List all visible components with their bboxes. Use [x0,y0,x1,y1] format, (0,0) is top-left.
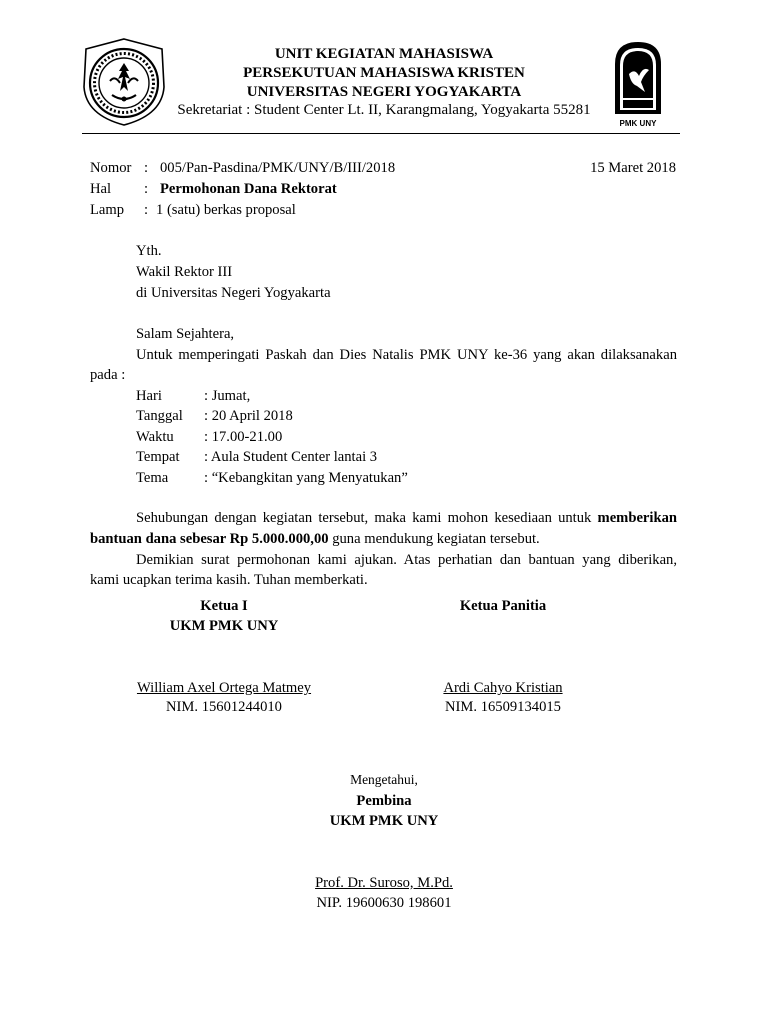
detail-value-tanggal: : 20 April 2018 [204,408,293,424]
paragraph-request-line2 [90,529,540,549]
paragraph-request-end: guna mendukung kegiatan tersebut. [328,531,540,547]
nomor-separator: : [144,160,149,176]
advisor-nip: NIP. 19600630 198601 [316,895,452,911]
detail-label-tempat: Tempat [136,449,180,465]
paragraph-request-amount: bantuan dana sebesar Rp 5.000.000,00 [90,531,329,547]
advisor-name [264,873,504,893]
detail-value-hari: : Jumat, [204,388,251,404]
recipient-salutation: Yth. [136,243,162,259]
left-signatory-name-text: William Axel Ortega Matmey [136,680,312,696]
pmk-logo [607,38,669,128]
advisor-title: Pembina [356,793,412,809]
lamp-value: 1 (satu) berkas proposal [156,202,296,218]
nomor-value: 005/Pan-Pasdina/PMK/UNY/B/III/2018 [160,160,396,176]
paragraph-request-bold1: memberikan [597,510,677,526]
right-signatory-nim: NIM. 16509134015 [445,699,561,715]
left-signatory-org: UKM PMK UNY [169,618,279,634]
lamp-separator: : [144,202,149,218]
left-signatory-title: Ketua I [200,598,248,614]
closing-line2: kami ucapkan terima kasih. Tuhan memberkati. [90,572,368,588]
hal-value: Permohonan Dana Rektorat [160,181,337,197]
detail-value-tema: : “Kebangkitan yang Menyatukan” [204,470,408,486]
letterhead-divider [82,133,680,134]
intro-line2: pada : [90,367,126,383]
hal-label: Hal [90,181,112,197]
left-signatory-nim: NIM. 15601244010 [166,699,282,715]
dove-arch-icon [607,38,669,116]
pmk-logo-caption: PMK UNY [619,119,657,128]
nomor-label: Nomor [90,160,132,176]
left-signatory-name [104,678,344,698]
letterhead-line1: UNIT KEGIATAN MAHASISWA [274,46,494,62]
detail-label-tanggal: Tanggal [136,408,183,424]
paragraph-request-line1 [136,508,677,528]
lamp-label: Lamp [90,202,125,218]
intro-line1: Untuk memperingati Paskah dan Dies Natalis PMK UNY ke-36 yang akan dilaksanakan [136,347,677,363]
letterhead-line3: UNIVERSITAS NEGERI YOGYAKARTA [246,84,522,100]
advisor-name-text: Prof. Dr. Suroso, M.Pd. [315,875,453,891]
hal-separator: : [144,181,149,197]
detail-label-tema: Tema [136,470,169,486]
closing-line1: Demikian surat permohonan kami ajukan. Atas perhatian dan bantuan yang diberikan, [136,552,677,568]
letterhead-address: Sekretariat : Student Center Lt. II, Karangmalang, Yogyakarta 55281 [177,102,591,118]
recipient-place: di Universitas Negeri Yogyakarta [136,285,331,301]
letterhead-line2: PERSEKUTUAN MAHASISWA KRISTEN [243,65,525,81]
greeting: Salam Sejahtera, [136,326,235,342]
right-signatory-title: Ketua Panitia [459,598,547,614]
letter-date: 15 Maret 2018 [590,160,676,176]
right-signatory-name [403,678,603,698]
detail-label-hari: Hari [136,388,162,404]
advisor-org: UKM PMK UNY [329,813,439,829]
detail-value-tempat: : Aula Student Center lantai 3 [204,449,378,465]
detail-label-waktu: Waktu [136,429,174,445]
right-signatory-name-text: Ardi Cahyo Kristian [443,680,563,696]
paragraph-request-text: Sehubungan dengan kegiatan tersebut, maka kami mohon kesediaan untuk [136,510,598,526]
recipient-title: Wakil Rektor III [136,264,233,280]
acknowledge-label: Mengetahui, [350,772,418,787]
detail-value-waktu: : 17.00-21.00 [204,429,283,445]
